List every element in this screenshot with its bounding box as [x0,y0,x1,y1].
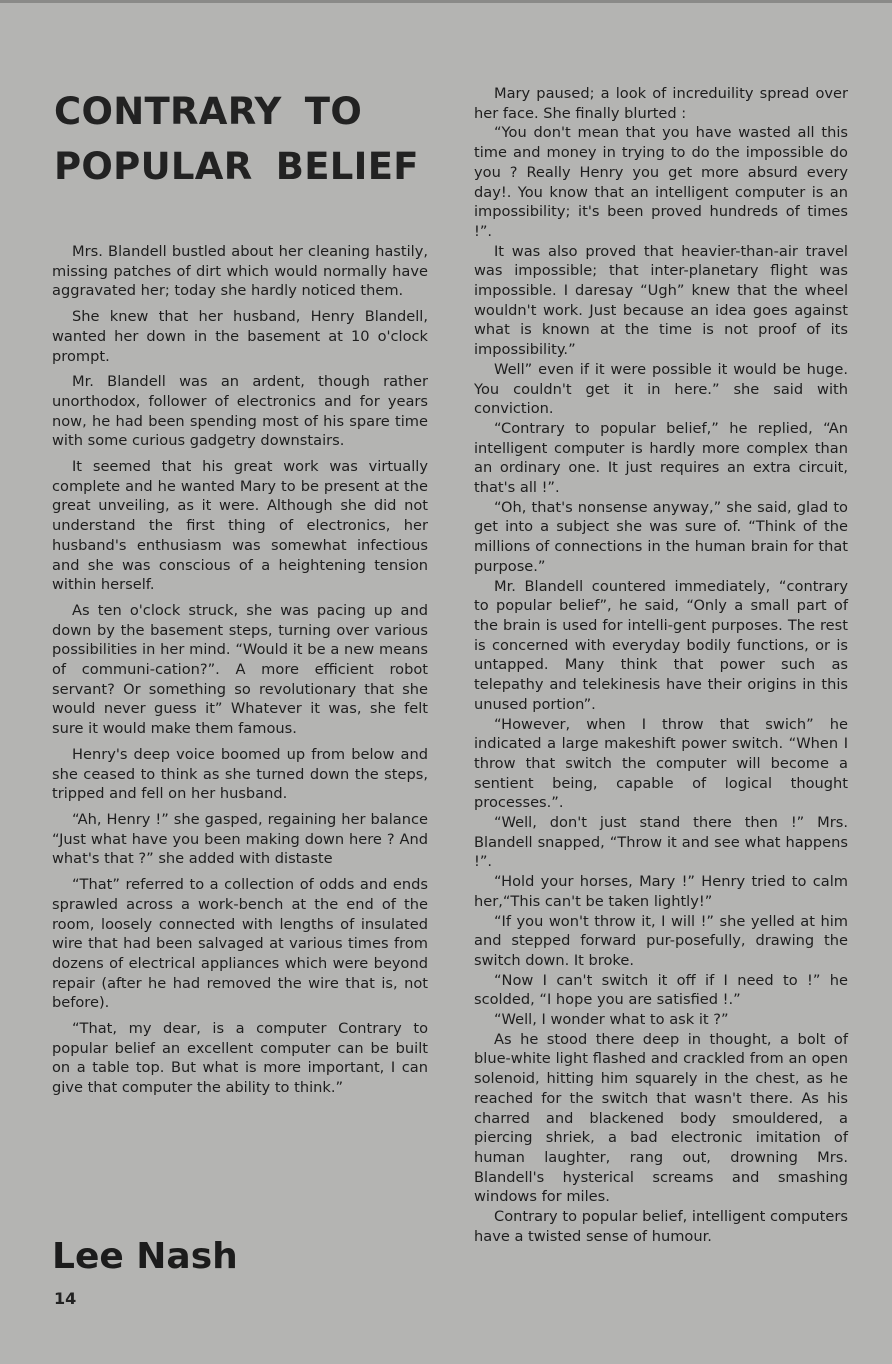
right-paragraph: Contrary to popular belief, intelligent computers have a twisted sense of humour. [474,1208,848,1245]
left-paragraph: Mr. Blandell was an ardent, though rather unorthodox, follower of electronics and for years now, he had been spending most of his spare time with some curious gadgetry downstairs. [52,373,428,450]
left-paragraph: As ten o'clock struck, she was pacing up and down by the basement steps, turning over various possibilities in her mind. “Would it be a new means of communi-cation?”. A more efficient robot servant? Or something so revolutionary that she would never guess it” Whatever it was, she felt sure it would make them famous. [52,601,428,738]
page-number: 14 [54,1289,77,1308]
left-paragraph: Mrs. Blandell bustled about her cleaning hastily, missing patches of dirt which would normally have aggravated her; today she hardly noticed them. [52,243,428,300]
right-paragraph: “If you won't throw it, I will !” she yelled at him and stepped forward pur-posefully, drawing the switch down. It broke. [474,912,848,969]
right-paragraph: “Hold your horses, Mary !” Henry tried to calm her,“This can't be taken lightly!” [474,873,848,910]
right-paragraph: “Now I can't switch it off if I need to !” he scolded, “I hope you are satisfied !.” [474,971,848,1009]
right-paragraph: It was also proved that heavier-than-air travel was impossible; that inter-planetary flight was impossible. I daresay “Ugh” knew that the wheel wouldn't work. Just because an idea goes against what is known at the time is not proof of its impossibility.” [474,242,848,359]
left-paragraph: “That” referred to a collection of odds and ends sprawled across a work-bench at the end of the room, loosely connected with lengths of insulated wire that had been salvaged at various times from dozens of electrical appliances which were beyond repair (after he had removed the wire that is, not before). [52,876,428,1012]
left-paragraph: “That, my dear, is a computer Contrary to popular belief an excellent computer can be built on a table top. But what is more important, I can give that computer the ability to think.” [52,1020,428,1097]
right-paragraph: As he stood there deep in thought, a bolt of blue-white light flashed and crackled from an open solenoid, hitting him squarely in the chest, as he reached for the switch that wasn't there. As his charred and blackened body smouldered, a piercing shriek, a bad electronic imitation of human laughter, rang out, drowning Mrs. Blandell's hysterical screams and smashing windows for miles. [474,1030,848,1206]
right-paragraph: Mary paused; a look of increduility spread over her face. She finally blurted : [474,85,848,122]
right-paragraph: Mr. Blandell countered immediately, “contrary to popular belief”, he said, “Only a small part of the brain is used for intelli-gent purposes. The rest is concerned with everyday bodily functions, or is untapped. Many think that power such as telepathy and telekinesis have their origins in this unused portion”. [474,577,848,713]
top-edge-line [0,0,892,3]
left-paragraph: Henry's deep voice boomed up from below and she ceased to think as she turned down the steps, tripped and fell on her husband. [52,745,428,803]
right-paragraph: “Well, I wonder what to ask it ?” [494,1011,729,1029]
right-paragraph: Well” even if it were possible it would be huge. You couldn't get it in here.” she said with conviction. [474,360,848,418]
article-title: CONTRARY TO POPULAR BELIEF [54,90,419,188]
left-paragraph: It seemed that his great work was virtually complete and he wanted Mary to be present at the great unveiling, as it were. Although she did not understand the first thing of electronics, her husband's enthusiasm was somewhat infectious and she was conscious of a heightening tension within herself. [52,458,428,594]
right-paragraph: “You don't mean that you have wasted all this time and money in trying to do the impossible do you ? Really Henry you get more absurd every day!. You know that an intelligent computer is an impossibility; it's been proved hundreds of times !”. [474,124,848,240]
right-paragraph: “Well, don't just stand there then !” Mrs. Blandell snapped, “Throw it and see what happens !”. [474,814,848,871]
author-byline: Lee Nash [52,1236,238,1277]
right-paragraph: “However, when I throw that swich” he indicated a large makeshift power switch. “When I throw that switch the computer will become a sentient being, capable of logical thought processes.”. [474,715,848,812]
right-paragraph: “Oh, that's nonsense anyway,” she said, glad to get into a subject she was sure of. “Think of the millions of connections in the human brain for that purpose.” [474,498,848,575]
right-column [474,84,848,1246]
left-column [52,242,428,1104]
left-paragraph: She knew that her husband, Henry Blandell, wanted her down in the basement at 10 o'clock prompt. [52,308,428,365]
left-paragraph: “Ah, Henry !” she gasped, regaining her balance “Just what have you been making down here ? And what's that ?” she added with distaste [52,810,428,868]
right-paragraph: “Contrary to popular belief,” he replied, “An intelligent computer is hardly more complex than an ordinary one. It just requires an extra circuit, that's all !”. [474,419,848,497]
